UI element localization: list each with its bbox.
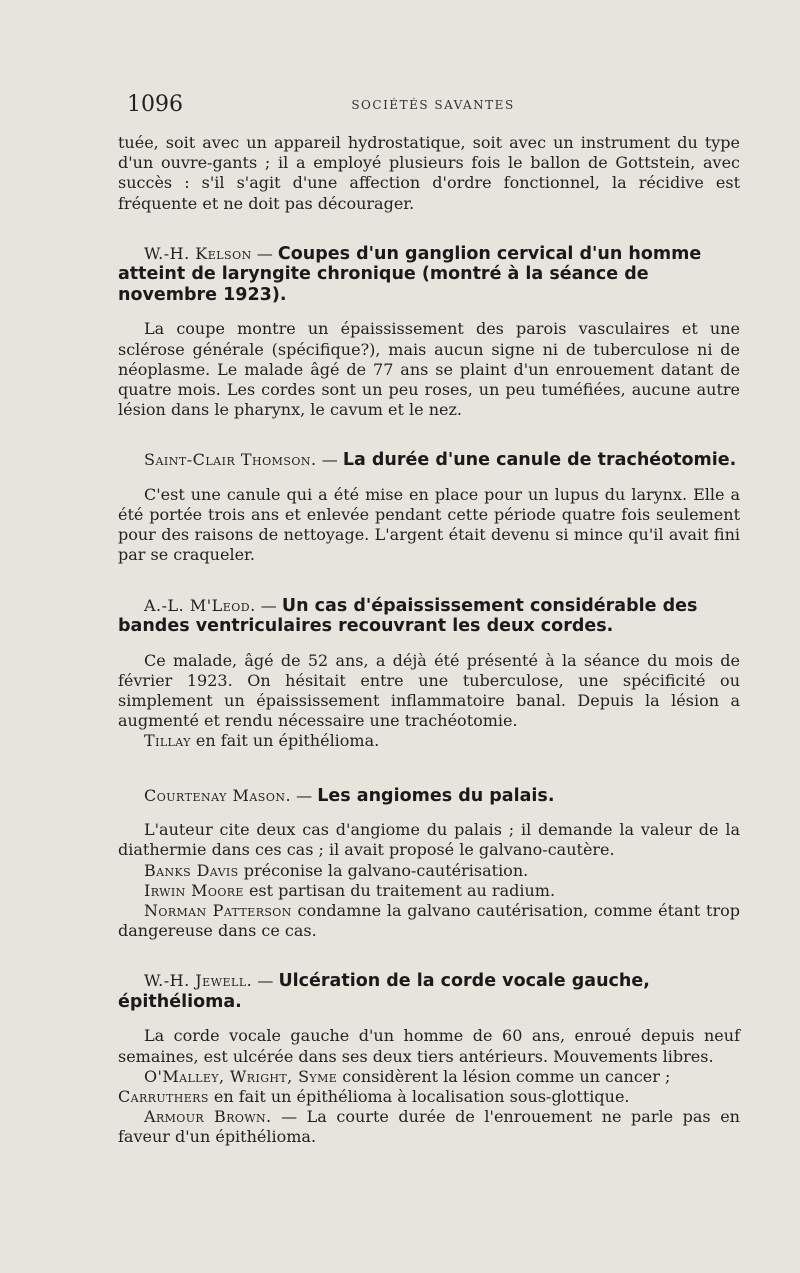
entry-remark (118, 1107, 740, 1147)
entry-title: Coupes d'un ganglion cervical d'un homme atteint de laryngite chronique (montré à la séance de novembre 1923). (118, 243, 702, 305)
remark-text: préconise la galvano-cautérisation. (238, 860, 529, 880)
entry-heading (118, 786, 740, 807)
entry-thomson (118, 450, 740, 565)
remark-text: — La courte durée de l'enrouement ne parle pas en faveur d'un épithélioma. (118, 1107, 740, 1147)
remark-text: condamne la galvano cautérisation, comme étant trop dangereuse dans ce cas. (118, 900, 740, 941)
remark-name: Armour Brown. (144, 1107, 272, 1127)
entry-dash: — (251, 243, 273, 263)
entry-heading (118, 971, 740, 1012)
entry-mason (118, 786, 740, 942)
entry-heading (118, 244, 740, 306)
remark-name: O'Malley, Wright, Syme (144, 1066, 338, 1086)
entry-remark (118, 731, 740, 751)
entry-author: Saint-Clair Thomson. (144, 450, 317, 470)
entry-title: Les angiomes du palais. (317, 785, 555, 806)
remark-text: considèrent la lésion comme un cancer ; (337, 1066, 671, 1086)
remark-name: Tillay (144, 731, 191, 751)
page-number: 1096 (127, 92, 183, 117)
remark-text: en fait un épithélioma à localisation sous-glottique. (208, 1086, 630, 1106)
entry-author: W.-H. Jewell. (144, 971, 253, 991)
entry-remark (118, 901, 740, 941)
entry-dash: — (316, 450, 338, 470)
running-title: SOCIÉTÉS SAVANTES (351, 98, 515, 112)
entry-remark (118, 1067, 740, 1087)
remark-name: Norman Patterson (144, 900, 292, 920)
entry-heading (118, 596, 740, 637)
entry-dash: — (291, 785, 313, 805)
entry-remark (118, 861, 740, 881)
entry-jewell (118, 971, 740, 1147)
remark-name: Carruthers (118, 1086, 209, 1106)
entry-author: A.-L. M'Leod. (144, 595, 256, 615)
entry-remark (118, 881, 740, 901)
entry-title: Un cas d'épaississement considérable des bandes ventriculaires recouvrant les deux cordes. (118, 595, 698, 637)
entry-remark (118, 1087, 740, 1107)
entry-title: La durée d'une canule de trachéotomie. (342, 450, 737, 471)
entry-paragraph: L'auteur cite deux cas d'angiome du palais ; il demande la valeur de la diathermie dans ces cas ; il avait proposé le galvano-cautère. (118, 820, 740, 860)
entry-paragraph: La corde vocale gauche d'un homme de 60 ans, enroué depuis neuf semaines, est ulcérée dans ses deux tiers antérieurs. Mouvements libres. (118, 1026, 740, 1066)
entry-paragraph: C'est une canule qui a été mise en place pour un lupus du larynx. Elle a été portée trois ans et enlevée pendant cette période quatre fois seulement pour des raisons de nettoyage. L'argent était devenu si mince qu'il avait fini par se craqueler. (118, 484, 740, 565)
remark-text: est partisan du traitement au radium. (243, 880, 556, 900)
remark-name: Irwin Moore (144, 880, 244, 900)
entry-author: Courtenay Mason. (144, 785, 292, 805)
entry-author: W.-H. Kelson (144, 243, 252, 263)
remark-text: en fait un épithélioma. (190, 731, 380, 751)
entry-dash: — (252, 971, 274, 991)
entry-dash: — (255, 595, 277, 615)
page-body (118, 133, 740, 1148)
remark-name: Banks Davis (144, 860, 239, 880)
entry-mleod (118, 596, 740, 752)
entry-title: Ulcération de la corde vocale gauche, épithélioma. (118, 971, 650, 1012)
entry-paragraph: La coupe montre un épaississement des parois vasculaires et une sclérose générale (spécifique?), mais aucun signe ni de tuberculose ni de néoplasme. Le malade âgé de 77 ans se plaint d'un enrouement datant de quatre mois. Les cordes sont un peu roses, un peu tuméfiées, aucune autre lésion dans le pharynx, le cavum et le nez. (118, 319, 740, 420)
entry-kelson (118, 244, 740, 421)
entry-heading (118, 450, 740, 471)
intro-paragraph: tuée, soit avec un appareil hydrostatique, soit avec un instrument du type d'un ouvre-gants ; il a employé plusieurs fois le ballon de Gottstein, avec succès : s'il s'agit d'une affection d'ordre fonctionnel, la récidive est fréquente et ne doit pas décourager. (118, 133, 740, 213)
page-header (127, 92, 739, 116)
entry-paragraph: Ce malade, âgé de 52 ans, a déjà été présenté à la séance du mois de février 1923. On hésitait entre une tuberculose, une spécificité ou simplement un épaississement inflammatoire banal. Depuis la lésion a augmenté et rendu nécessaire une trachéotomie. (118, 650, 740, 731)
